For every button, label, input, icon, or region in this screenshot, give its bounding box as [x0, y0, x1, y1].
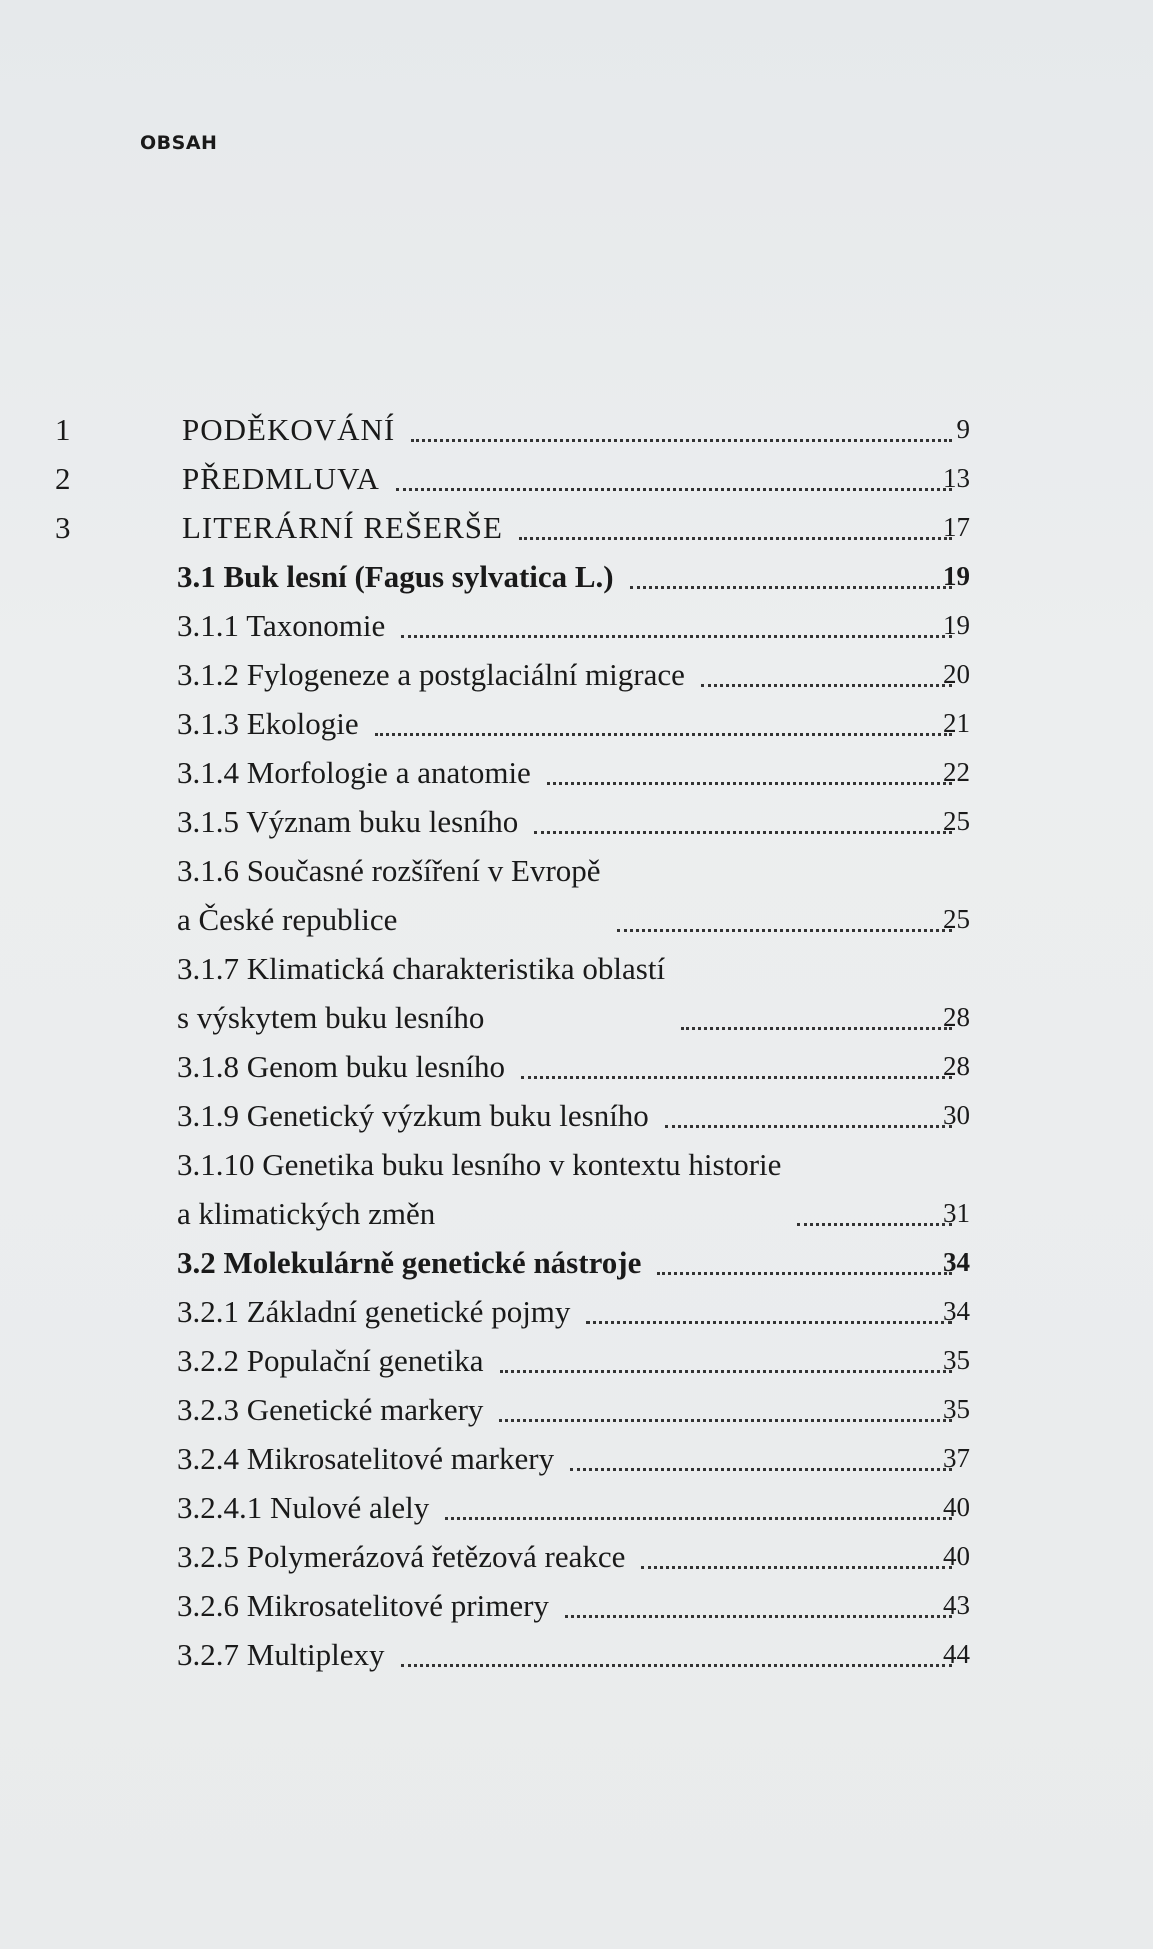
chapter-title: LITERÁRNÍ REŠERŠE — [182, 510, 503, 545]
toc-entry — [177, 1042, 970, 1091]
page-number: 34 — [943, 1247, 970, 1277]
page-number: 37 — [943, 1443, 970, 1473]
section-title: 3.1 Buk lesní (Fagus sylvatica L.) — [177, 559, 614, 594]
toc-entry — [177, 1532, 970, 1581]
section-title: 3.2.4.1 Nulové alely — [177, 1490, 430, 1525]
dot-leader — [681, 1027, 952, 1030]
page-number: 35 — [943, 1394, 970, 1424]
dot-leader — [499, 1419, 952, 1422]
section-title: 3.2 Molekulárně genetické nástroje — [177, 1245, 642, 1280]
chapter-title: PŘEDMLUVA — [182, 461, 380, 496]
toc-entry — [177, 1630, 970, 1679]
toc-entry — [177, 748, 970, 797]
page-number: 34 — [943, 1296, 970, 1326]
dot-leader — [411, 439, 952, 442]
toc-entry — [177, 1140, 970, 1238]
toc-entry — [177, 552, 970, 601]
page-number: 25 — [943, 806, 970, 836]
dot-leader — [375, 733, 952, 736]
toc-section-row — [0, 748, 1153, 797]
page-number: 31 — [943, 1198, 970, 1228]
toc-section-row — [0, 1483, 1153, 1532]
section-title: 3.2.5 Polymerázová řetězová reakce — [177, 1539, 626, 1574]
toc-entry — [177, 650, 970, 699]
toc-entry — [177, 1238, 970, 1287]
toc-entry — [177, 1385, 970, 1434]
dot-leader — [500, 1370, 953, 1373]
toc-entry — [182, 503, 970, 552]
section-title-line: 3.1.10 Genetika buku lesního v kontextu historie — [177, 1147, 782, 1182]
page-number: 21 — [943, 708, 970, 738]
toc-entry — [182, 454, 970, 503]
dot-leader — [617, 929, 952, 932]
section-title-line: a klimatických změn — [177, 1196, 436, 1231]
toc-chapter-row — [0, 405, 1153, 454]
toc-section-row — [0, 699, 1153, 748]
dot-leader — [445, 1517, 952, 1520]
toc-entry — [182, 405, 970, 454]
page-number: 13 — [943, 463, 970, 493]
toc-chapter-row — [0, 503, 1153, 552]
dot-leader — [665, 1125, 952, 1128]
section-title: 3.1.1 Taxonomie — [177, 608, 386, 643]
section-title: 3.2.4 Mikrosatelitové markery — [177, 1441, 555, 1476]
toc-section-row — [0, 1091, 1153, 1140]
section-title — [177, 944, 665, 1042]
toc-entry — [177, 1483, 970, 1532]
page-number: 9 — [956, 414, 970, 444]
chapter-number: 2 — [55, 461, 71, 496]
toc-entry — [177, 699, 970, 748]
toc-section-row — [0, 1287, 1153, 1336]
toc-section-row — [0, 552, 1153, 601]
dot-leader — [401, 635, 952, 638]
dot-leader — [521, 1076, 952, 1079]
section-title: 3.1.5 Význam buku lesního — [177, 804, 519, 839]
chapter-title: PODĚKOVÁNÍ — [182, 412, 396, 447]
toc-entry — [177, 944, 970, 1042]
page-number: 25 — [943, 904, 970, 934]
page-number: 30 — [943, 1100, 970, 1130]
toc-section-row — [0, 1238, 1153, 1287]
toc-section-row — [0, 1336, 1153, 1385]
section-title — [177, 1140, 781, 1238]
toc-entry — [177, 846, 970, 944]
toc-entry — [177, 1287, 970, 1336]
toc-entry — [177, 1581, 970, 1630]
dot-leader — [534, 831, 952, 834]
page-number: 19 — [943, 561, 970, 591]
dot-leader — [701, 684, 952, 687]
section-title: 3.1.3 Ekologie — [177, 706, 359, 741]
toc-section-row — [0, 1042, 1153, 1091]
page-heading: OBSAH — [140, 132, 218, 154]
page-number: 22 — [943, 757, 970, 787]
section-title-line: a České republice — [177, 902, 398, 937]
toc-section-row — [0, 944, 1153, 1042]
table-of-contents — [0, 405, 1153, 1679]
dot-leader — [657, 1272, 952, 1275]
toc-entry — [177, 1091, 970, 1140]
toc-section-row — [0, 846, 1153, 944]
page-number: 40 — [943, 1541, 970, 1571]
section-title-line: 3.1.6 Současné rozšíření v Evropě — [177, 853, 601, 888]
toc-section-row — [0, 1385, 1153, 1434]
toc-section-row — [0, 1532, 1153, 1581]
section-title: 3.1.8 Genom buku lesního — [177, 1049, 506, 1084]
page-number: 19 — [943, 610, 970, 640]
section-title: 3.1.2 Fylogeneze a postglaciální migrace — [177, 657, 685, 692]
toc-entry — [177, 1434, 970, 1483]
section-title: 3.2.1 Základní genetické pojmy — [177, 1294, 571, 1329]
dot-leader — [586, 1321, 952, 1324]
toc-entry — [177, 797, 970, 846]
dot-leader — [547, 782, 952, 785]
dot-leader — [565, 1615, 952, 1618]
toc-chapter-row — [0, 454, 1153, 503]
chapter-number: 1 — [55, 412, 71, 447]
section-title: 3.2.7 Multiplexy — [177, 1637, 385, 1672]
page-number: 35 — [943, 1345, 970, 1375]
dot-leader — [396, 488, 952, 491]
section-title: 3.2.6 Mikrosatelitové primery — [177, 1588, 549, 1623]
page-number: 17 — [943, 512, 970, 542]
section-title — [177, 846, 601, 944]
page-number: 20 — [943, 659, 970, 689]
toc-entry — [177, 1336, 970, 1385]
page-number: 43 — [943, 1590, 970, 1620]
dot-leader — [630, 586, 952, 589]
dot-leader — [570, 1468, 952, 1471]
section-title-line: 3.1.7 Klimatická charakteristika oblastí — [177, 951, 666, 986]
section-title: 3.1.4 Morfologie a anatomie — [177, 755, 531, 790]
page-number: 40 — [943, 1492, 970, 1522]
section-title: 3.2.2 Populační genetika — [177, 1343, 484, 1378]
toc-section-row — [0, 601, 1153, 650]
toc-section-row — [0, 1630, 1153, 1679]
toc-section-row — [0, 797, 1153, 846]
toc-entry — [177, 601, 970, 650]
dot-leader — [519, 537, 952, 540]
section-title: 3.1.9 Genetický výzkum buku lesního — [177, 1098, 649, 1133]
page-number: 28 — [943, 1051, 970, 1081]
page-number: 44 — [943, 1639, 970, 1669]
section-title: 3.2.3 Genetické markery — [177, 1392, 484, 1427]
dot-leader — [641, 1566, 952, 1569]
toc-section-row — [0, 1581, 1153, 1630]
dot-leader — [401, 1664, 952, 1667]
section-title-line: s výskytem buku lesního — [177, 1000, 485, 1035]
page-number: 28 — [943, 1002, 970, 1032]
chapter-number: 3 — [55, 510, 71, 545]
toc-section-row — [0, 1434, 1153, 1483]
toc-section-row — [0, 1140, 1153, 1238]
toc-section-row — [0, 650, 1153, 699]
